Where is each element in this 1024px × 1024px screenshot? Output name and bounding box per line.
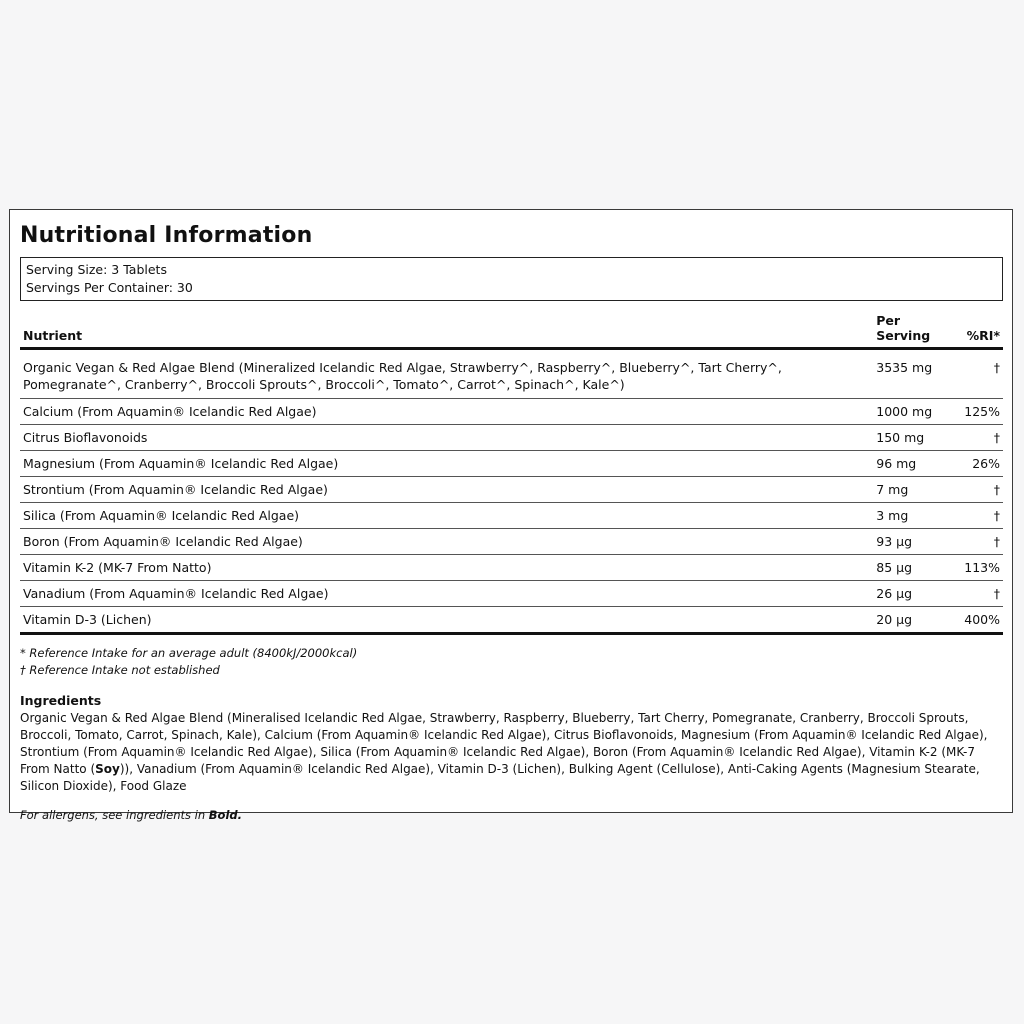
ingredients-heading: Ingredients (20, 693, 102, 708)
nutrient-amount: 1000 mg (873, 399, 961, 425)
table-row (20, 555, 1003, 581)
nutrient-ri: 125% (961, 399, 1003, 425)
nutrient-name: Magnesium (From Aquamin® Icelandic Red Algae) (20, 451, 873, 477)
nutrient-ri: 400% (961, 607, 1003, 634)
allergen-note-bold: Bold. (208, 808, 242, 822)
serving-box (20, 257, 1003, 301)
nutrition-panel (9, 209, 1013, 822)
table-row (20, 349, 1003, 399)
nutrient-amount: 93 µg (873, 529, 961, 555)
servings-per-container: Servings Per Container: 30 (26, 280, 193, 295)
nutrient-amount: 20 µg (873, 607, 961, 634)
nutrient-ri: † (961, 425, 1003, 451)
nutrient-name: Vitamin D-3 (Lichen) (20, 607, 873, 634)
ingredients-text (20, 710, 1003, 795)
table-row (20, 503, 1003, 529)
header-ri: %RI* (961, 313, 1003, 349)
nutrient-amount: 26 µg (873, 581, 961, 607)
nutrient-amount: 7 mg (873, 477, 961, 503)
nutrient-ri: 113% (961, 555, 1003, 581)
nutrient-amount: 150 mg (873, 425, 961, 451)
nutrient-amount: 3 mg (873, 503, 961, 529)
nutrient-amount: 85 µg (873, 555, 961, 581)
allergen-note-text: For allergens, see ingredients in (20, 808, 209, 822)
nutrient-name: Citrus Bioflavonoids (20, 425, 873, 451)
ri-footnote: * Reference Intake for an average adult (8400kJ/2000kcal) (20, 646, 358, 660)
nutrient-name: Silica (From Aquamin® Icelandic Red Algae) (20, 503, 873, 529)
table-row (20, 477, 1003, 503)
allergen-note (20, 807, 1003, 824)
table-row (20, 529, 1003, 555)
table-row (20, 399, 1003, 425)
page-title: Nutritional Information (20, 223, 313, 248)
nutrition-table (20, 313, 1003, 635)
nutrient-name: Vanadium (From Aquamin® Icelandic Red Algae) (20, 581, 873, 607)
footnotes (20, 645, 1003, 679)
table-row (20, 607, 1003, 634)
nutrient-amount: 3535 mg (873, 349, 961, 399)
nutrient-name: Boron (From Aquamin® Icelandic Red Algae) (20, 529, 873, 555)
table-row (20, 451, 1003, 477)
nutrient-amount: 96 mg (873, 451, 961, 477)
ingredients-text-after: )), Vanadium (From Aquamin® Icelandic Red Algae), Vitamin D-3 (Lichen), Bulking Agent (Cellulose), Anti-Caking Agents (Magnesium Stearate, Silicon Dioxide), Food Glaze (20, 762, 980, 793)
serving-size: Serving Size: 3 Tablets (26, 262, 167, 277)
nutrient-ri: † (961, 581, 1003, 607)
header-per-serving: Per Serving (873, 313, 961, 349)
table-row (20, 581, 1003, 607)
nutrient-ri: † (961, 503, 1003, 529)
nutrient-ri: † (961, 477, 1003, 503)
nutrient-name: Strontium (From Aquamin® Icelandic Red Algae) (20, 477, 873, 503)
nutrient-name: Calcium (From Aquamin® Icelandic Red Algae) (20, 399, 873, 425)
allergen-soy: Soy (95, 762, 120, 776)
nutrient-ri: 26% (961, 451, 1003, 477)
ingredients-text-before: Organic Vegan & Red Algae Blend (Mineralised Icelandic Red Algae, Strawberry, Raspberry, Blueberry, Tart Cherry, Pomegranate, Cranberry, Broccoli Sprouts, Broccoli, Tomato, Carrot, Spinach, Kale), Calcium (From Aquamin® Icelandic Red Algae), Citrus Bioflavonoids, Magnesium (From Aquamin® Icelandic Red Algae), Strontium (From Aquamin® Icelandic Red Algae), Silica (From Aquamin® Icelandic Red Algae), Boron (From Aquamin® Icelandic Red Algae), Vitamin K-2 (MK-7 From Natto ( (20, 711, 988, 776)
nutrient-name: Vitamin K-2 (MK-7 From Natto) (20, 555, 873, 581)
nutrient-name: Organic Vegan & Red Algae Blend (Mineralized Icelandic Red Algae, Strawberry^, Raspberry^, Blueberry^, Tart Cherry^, Pomegranate^, Cranberry^, Broccoli Sprouts^, Broccoli^, Tomato^, Carrot^, Spinach^, Kale^) (20, 349, 873, 399)
table-header-row (20, 313, 1003, 349)
table-row (20, 425, 1003, 451)
nutrient-ri: † (961, 349, 1003, 399)
not-established-footnote: † Reference Intake not established (20, 663, 220, 677)
header-nutrient: Nutrient (20, 313, 873, 349)
nutrient-ri: † (961, 529, 1003, 555)
